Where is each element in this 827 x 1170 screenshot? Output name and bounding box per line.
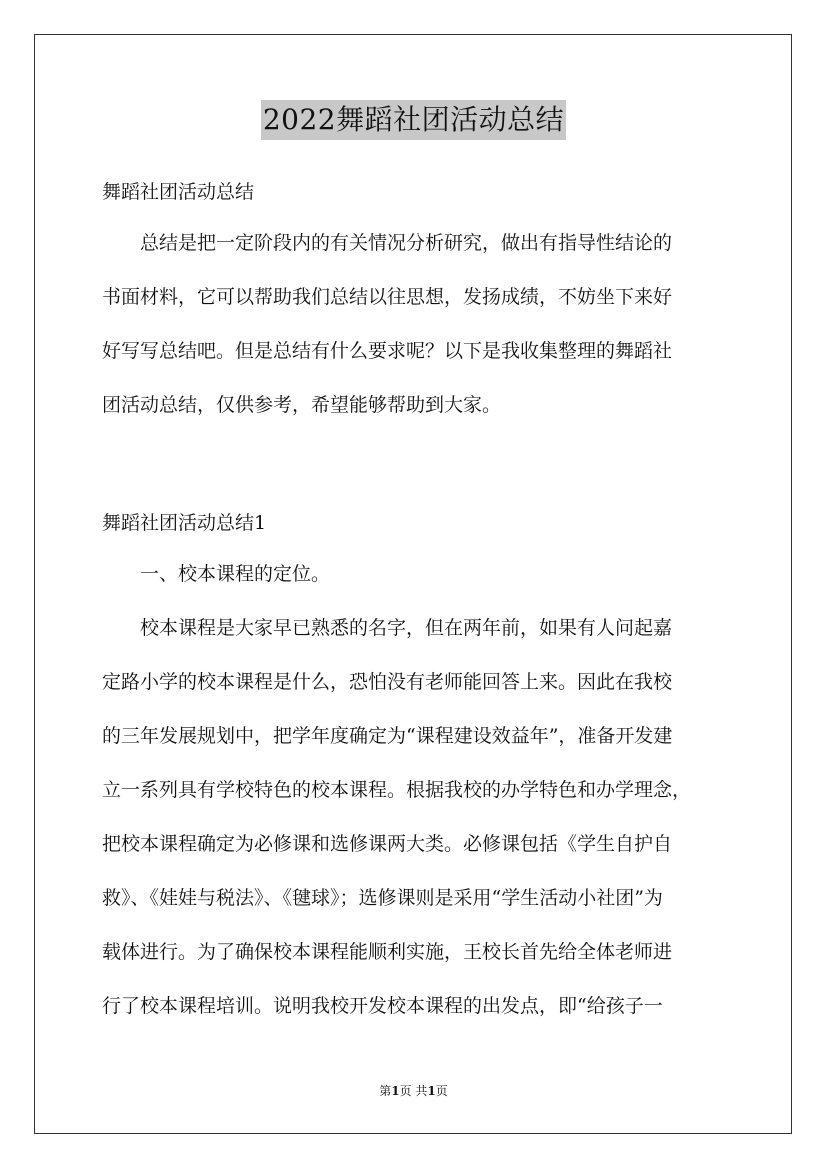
footer-page-total: 1: [427, 1084, 436, 1098]
intro-line: 团活动总结，仅供参考，希望能够帮助到大家。: [102, 394, 502, 416]
section-line: 定路小学的校本课程是什么，恐怕没有老师能回答上来。因此在我校: [102, 671, 673, 693]
section-line: 校本课程是大家早已熟悉的名字，但在两年前，如果有人问起嘉: [140, 617, 673, 639]
document-title-wrapper: [0, 100, 827, 140]
section-title: 舞蹈社团活动总结1: [102, 512, 267, 534]
footer-page-prefix: 第: [379, 1084, 392, 1098]
section-line: 立一系列具有学校特色的校本课程。根据我校的办学特色和办学理念，: [102, 779, 692, 801]
footer-page-mid: 页 共: [399, 1084, 428, 1098]
document-title: 2022舞蹈社团活动总结: [261, 100, 566, 140]
intro-line: 书面材料，它可以帮助我们总结以往思想，发扬成绩，不妨坐下来好: [102, 286, 673, 308]
footer-page-current: 1: [391, 1084, 400, 1098]
section-line: 的三年发展规划中，把学年度确定为“课程建设效益年”，准备开发建: [102, 725, 673, 747]
intro-line: 总结是把一定阶段内的有关情况分析研究，做出有指导性结论的: [140, 232, 673, 254]
intro-line: 好写写总结吧。但是总结有什么要求呢？以下是我收集整理的舞蹈社: [102, 340, 673, 362]
paragraph-spacer: [102, 439, 732, 503]
page-footer: [0, 1082, 827, 1100]
document-body: [102, 172, 732, 1040]
document-subtitle: 舞蹈社团活动总结: [102, 181, 255, 203]
section-line: 载体进行。为了确保校本课程能顺利实施，王校长首先给全体老师进: [102, 941, 673, 963]
section-line: 把校本课程确定为必修课和选修课两大类。必修课包括《学生自护自: [102, 833, 673, 855]
footer-page-suffix: 页: [435, 1084, 448, 1098]
section-point: 一、校本课程的定位。: [140, 563, 331, 585]
section-line: 救》、《娃娃与税法》、《毽球》；选修课则是采用“学生活动小社团”为: [102, 887, 663, 909]
section-line: 行了校本课程培训。说明我校开发校本课程的出发点，即“给孩子一: [102, 995, 663, 1017]
